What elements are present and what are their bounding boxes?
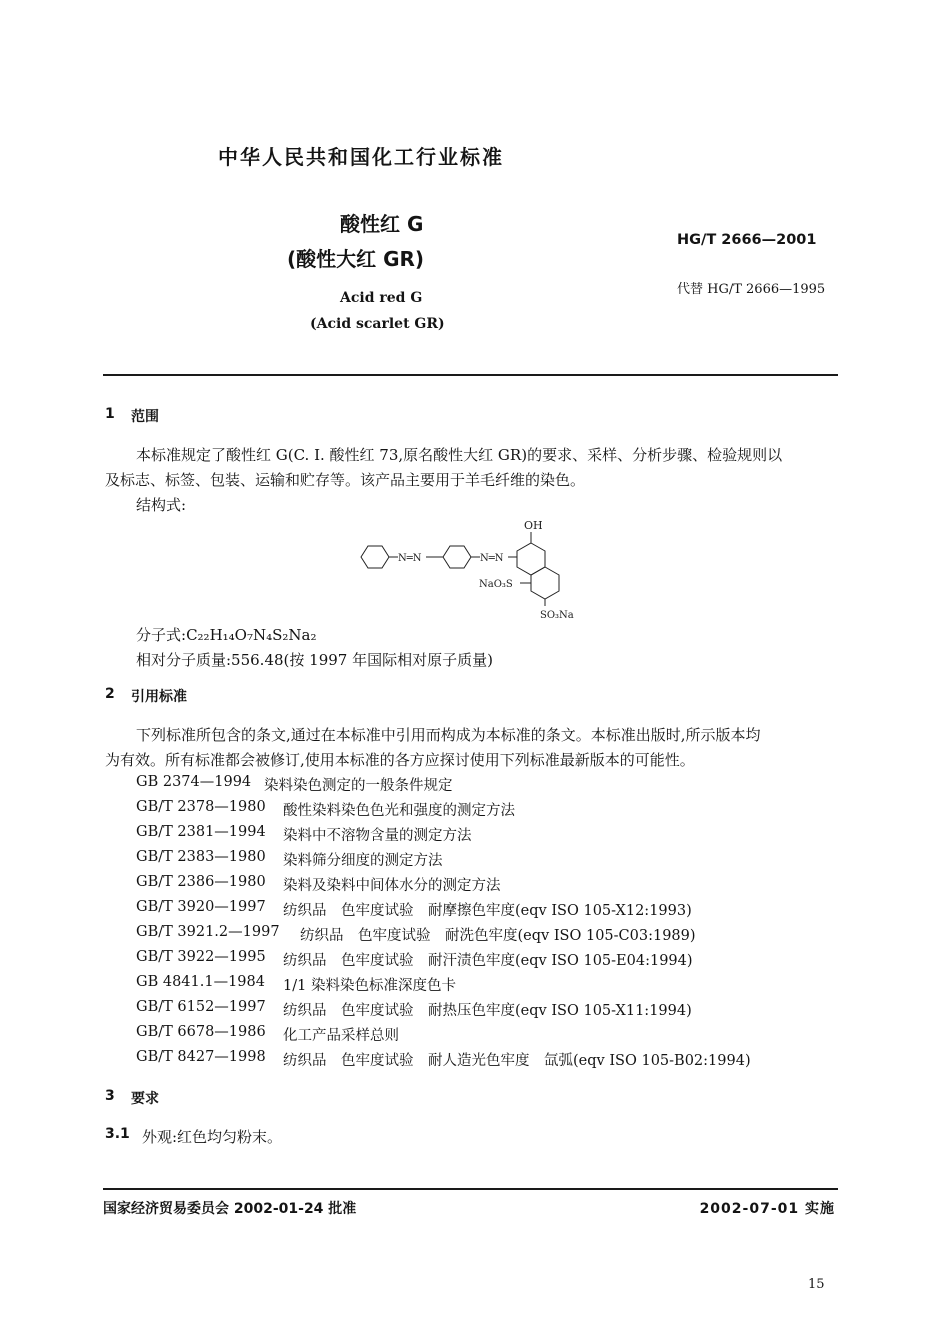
- title-en-line2: (Acid scarlet GR): [310, 316, 445, 332]
- title-cn-line2: (酸性大红 GR): [287, 247, 425, 271]
- naphthalene-ring-a: [517, 543, 545, 575]
- reference-title: 染料染色测定的一般条件规定: [264, 778, 453, 794]
- section3-heading: 要求: [131, 1091, 159, 1107]
- replaces-standard: 代替 HG/T 2666—1995: [677, 282, 826, 297]
- reference-title: 纺织品 色牢度试验 耐汗渍色牢度(eqv ISO 105-E04:1994): [283, 953, 693, 969]
- reference-title: 酸性染料染色色光和强度的测定方法: [283, 803, 515, 819]
- reference-title: 化工产品采样总则: [283, 1028, 399, 1044]
- section1-heading: 范围: [131, 409, 159, 425]
- reference-title: 纺织品 色牢度试验 耐洗色牢度(eqv ISO 105-C03:1989): [300, 928, 696, 944]
- section2-paragraph-line1: 下列标准所包含的条文,通过在本标准中引用而构成为本标准的条文。本标准出版时,所示版本均: [136, 726, 761, 744]
- reference-title: 1/1 染料染色标准深度色卡: [283, 978, 456, 994]
- reference-code: GB/T 6678—1986: [136, 1024, 266, 1040]
- reference-code: GB/T 3921.2—1997: [136, 924, 280, 940]
- formula-label: 分子式:: [136, 626, 187, 644]
- section1-paragraph-line1: 本标准规定了酸性红 G(C. I. 酸性红 73,原名酸性大红 GR)的要求、采样、分析步骤、检验规则以: [136, 446, 783, 464]
- reference-title: 纺织品 色牢度试验 耐热压色牢度(eqv ISO 105-X11:1994): [283, 1003, 692, 1019]
- approval-line: 国家经济贸易委员会 2002-01-24 批准: [103, 1201, 357, 1217]
- reference-title: 染料及染料中间体水分的测定方法: [283, 878, 501, 894]
- reference-code: GB/T 2386—1980: [136, 874, 266, 890]
- footer-rule: [103, 1188, 838, 1190]
- item-3-1-number: 3.1: [105, 1126, 130, 1142]
- phenylene-ring: [443, 546, 471, 568]
- structure-label: 结构式:: [136, 496, 187, 514]
- implementation-date: 2002-07-01 实施: [699, 1201, 835, 1217]
- section1-number: 1: [105, 406, 115, 422]
- reference-title: 染料中不溶物含量的测定方法: [283, 828, 472, 844]
- reference-code: GB 4841.1—1984: [136, 974, 265, 990]
- reference-code: GB/T 3922—1995: [136, 949, 266, 965]
- section2-heading: 引用标准: [131, 689, 187, 705]
- structural-formula: [350, 510, 600, 620]
- reference-code: GB/T 6152—1997: [136, 999, 266, 1015]
- molecular-formula: C₂₂H₁₄O₇N₄S₂Na₂: [186, 626, 317, 644]
- molar-mass: 相对分子质量:556.48(按 1997 年国际相对原子质量): [136, 651, 493, 669]
- formula-line: [136, 624, 317, 645]
- azo-label-1: N═N: [398, 553, 422, 564]
- hydroxyl-label: OH: [524, 519, 543, 532]
- reference-code: GB/T 2383—1980: [136, 849, 266, 865]
- reference-title: 染料筛分细度的测定方法: [283, 853, 443, 869]
- reference-code: GB 2374—1994: [136, 774, 252, 790]
- header-rule: [103, 374, 838, 376]
- azo-label-2: N═N: [480, 553, 504, 564]
- phenyl-ring: [361, 546, 389, 568]
- title-cn-line1: 酸性红 G: [340, 212, 424, 236]
- section2-number: 2: [105, 686, 115, 702]
- title-en-line1: Acid red G: [340, 290, 423, 306]
- section2-paragraph-line2: 为有效。所有标准都会被修订,使用本标准的各方应探讨使用下列标准最新版本的可能性。: [105, 751, 695, 769]
- reference-code: GB/T 2381—1994: [136, 824, 266, 840]
- item-3-1-text: 外观:红色均匀粉末。: [142, 1128, 283, 1146]
- sulfonate-left-label: NaO₃S: [479, 579, 513, 590]
- reference-code: GB/T 3920—1997: [136, 899, 266, 915]
- reference-code: GB/T 8427—1998: [136, 1049, 266, 1065]
- standard-number: HG/T 2666—2001: [677, 232, 817, 248]
- industry-standard-heading: 中华人民共和国化工行业标准: [218, 145, 504, 169]
- reference-code: GB/T 2378—1980: [136, 799, 266, 815]
- reference-title: 纺织品 色牢度试验 耐人造光色牢度 氙弧(eqv ISO 105-B02:1994): [283, 1053, 751, 1069]
- reference-title: 纺织品 色牢度试验 耐摩擦色牢度(eqv ISO 105-X12:1993): [283, 903, 692, 919]
- page-number: 15: [808, 1277, 825, 1292]
- naphthalene-ring-b: [531, 567, 559, 599]
- section3-number: 3: [105, 1088, 115, 1104]
- section1-paragraph-line2: 及标志、标签、包装、运输和贮存等。该产品主要用于羊毛纤维的染色。: [105, 471, 586, 489]
- sulfonate-bottom-label: SO₃Na: [540, 610, 574, 620]
